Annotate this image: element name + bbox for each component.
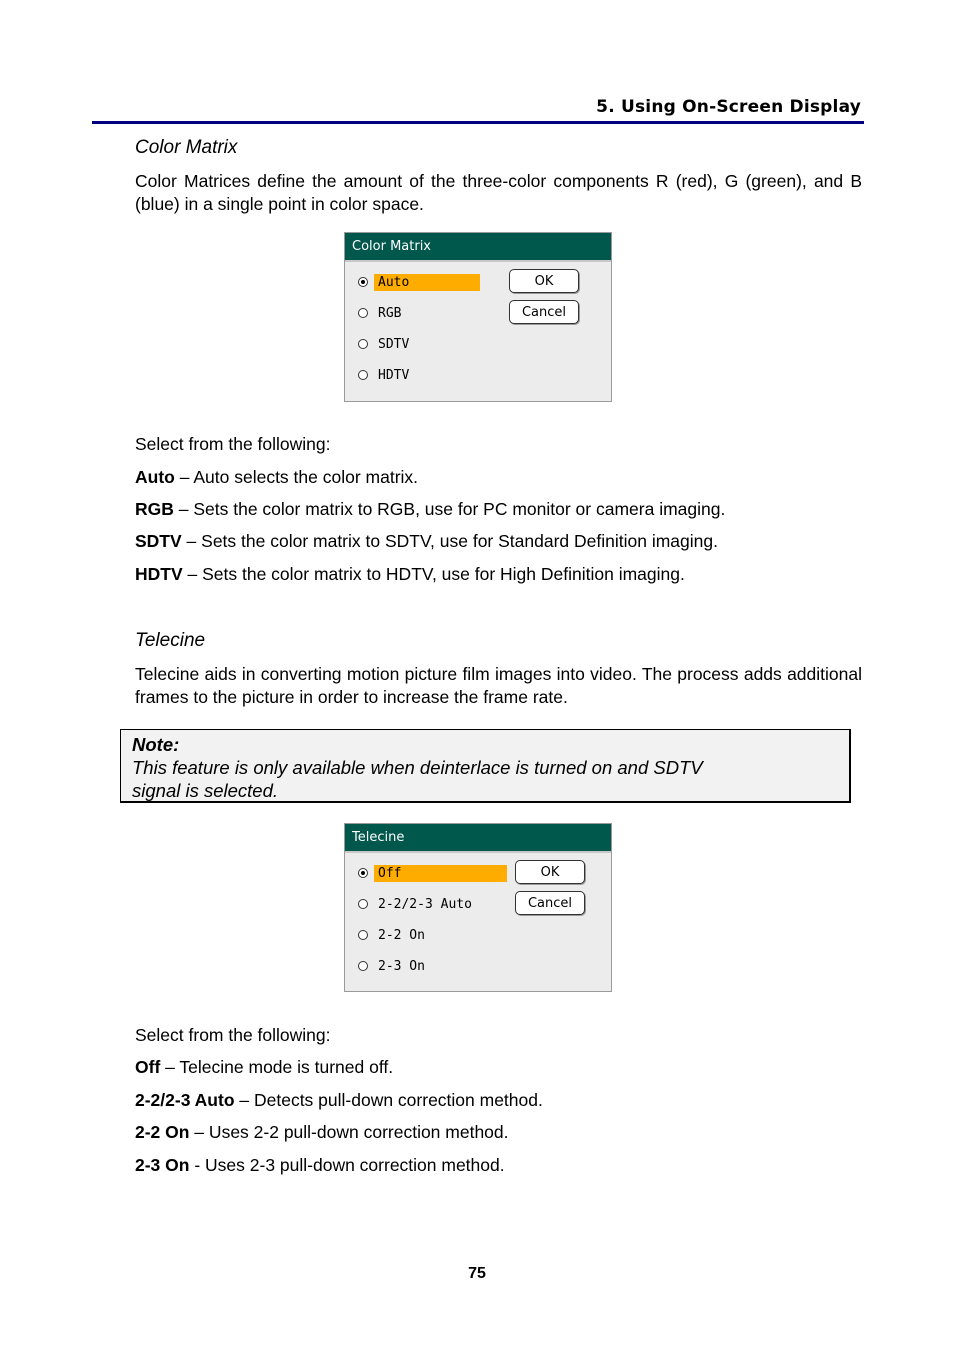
section-title-telecine: Telecine [135, 630, 206, 651]
radio-selected-icon [358, 868, 368, 878]
header-rule [92, 121, 864, 124]
dialog-title: Telecine [345, 824, 611, 853]
cancel-button[interactable]: Cancel [509, 300, 579, 324]
select-text: Select from the following: [135, 1025, 331, 1045]
option-label: SDTV [378, 336, 410, 352]
option-label: 2-3 On [378, 958, 425, 974]
item-desc: – Sets the color matrix to SDTV, use for Standard Definition imaging. [181, 531, 718, 551]
list-item [135, 1090, 543, 1111]
item-term: 2-2/2-3 Auto [135, 1090, 235, 1110]
radio-icon [358, 370, 368, 380]
page-number: 75 [468, 1265, 486, 1282]
list-item [135, 531, 718, 552]
item-desc: - Uses 2-3 pull-down correction method. [189, 1155, 505, 1175]
option-label: Off [374, 865, 507, 882]
color-matrix-dialog [344, 232, 612, 402]
option-label: RGB [378, 305, 402, 321]
item-term: SDTV [135, 531, 182, 551]
option-label: 2-2/2-3 Auto [378, 896, 472, 912]
list-item [135, 1057, 393, 1078]
option-label: HDTV [378, 367, 410, 383]
radio-icon [358, 339, 368, 349]
color-matrix-intro: Color Matrices define the amount of the three-color components R (red), G (green), and B (blue) in a single point in color space. [135, 171, 862, 214]
list-item [135, 1155, 505, 1176]
item-desc: – Telecine mode is turned off. [160, 1057, 394, 1077]
option-2-3-on[interactable] [358, 957, 429, 975]
note-box [120, 729, 851, 803]
item-term: HDTV [135, 564, 183, 584]
ok-button[interactable]: OK [509, 269, 579, 293]
radio-icon [358, 930, 368, 940]
list-item [135, 564, 685, 585]
select-text: Select from the following: [135, 434, 331, 454]
option-2-2-on[interactable] [358, 926, 429, 944]
item-desc: – Sets the color matrix to RGB, use for PC monitor or camera imaging. [173, 499, 726, 519]
option-off[interactable] [358, 864, 507, 882]
item-desc: – Uses 2-2 pull-down correction method. [189, 1122, 509, 1142]
radio-icon [358, 308, 368, 318]
ok-button[interactable]: OK [515, 860, 585, 884]
item-term: Auto [135, 467, 175, 487]
note-line: signal is selected. [132, 780, 279, 801]
option-label: Auto [374, 274, 480, 291]
cancel-button[interactable]: Cancel [515, 891, 585, 915]
note-line: This feature is only available when deinterlace is turned on and SDTV [132, 757, 703, 778]
item-desc: – Detects pull-down correction method. [234, 1090, 543, 1110]
option-hdtv[interactable] [358, 366, 413, 384]
list-item [135, 1122, 509, 1143]
item-term: 2-3 On [135, 1155, 190, 1175]
telecine-dialog [344, 823, 612, 992]
option-auto[interactable] [358, 273, 480, 291]
note-title: Note: [132, 734, 180, 755]
item-desc: – Auto selects the color matrix. [174, 467, 419, 487]
item-desc: – Sets the color matrix to HDTV, use for High Definition imaging. [182, 564, 685, 584]
list-item [135, 467, 418, 488]
list-item [135, 499, 725, 520]
option-2-2-2-3-auto[interactable] [358, 895, 476, 913]
option-rgb[interactable] [358, 304, 405, 322]
item-term: RGB [135, 499, 174, 519]
option-label: 2-2 On [378, 927, 425, 943]
option-sdtv[interactable] [358, 335, 413, 353]
radio-icon [358, 899, 368, 909]
radio-selected-icon [358, 277, 368, 287]
telecine-intro: Telecine aids in converting motion picture film images into video. The process adds additional frames to the picture in order to increase the frame rate. [135, 664, 862, 707]
item-term: 2-2 On [135, 1122, 190, 1142]
radio-icon [358, 961, 368, 971]
item-term: Off [135, 1057, 161, 1077]
page-header: 5. Using On-Screen Display [596, 97, 861, 117]
dialog-title: Color Matrix [345, 233, 611, 262]
section-title-color-matrix: Color Matrix [135, 137, 238, 158]
